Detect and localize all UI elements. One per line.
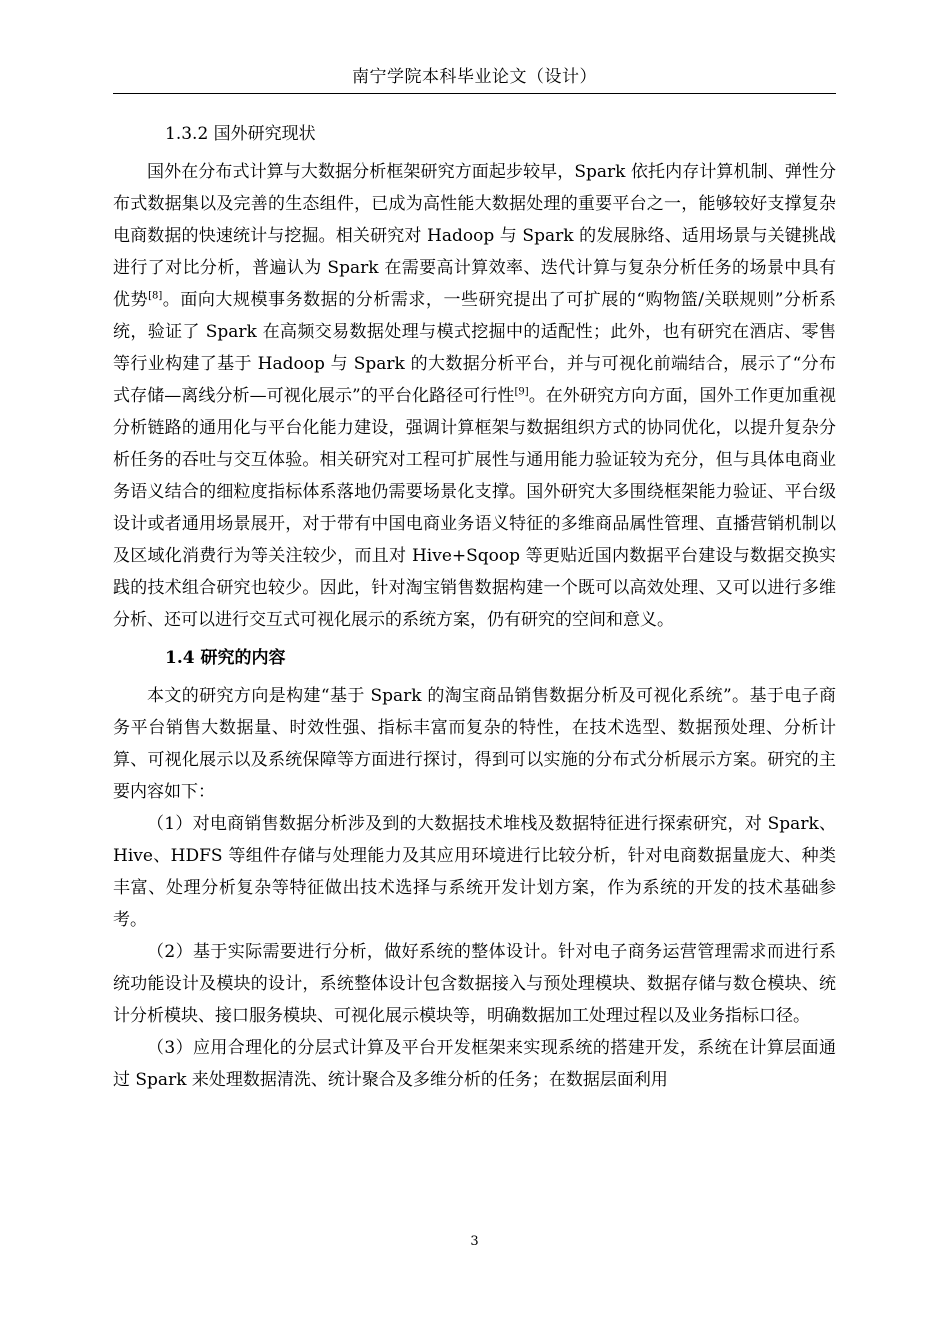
citation-ref: [8] xyxy=(148,290,163,302)
paragraph-research-intro: 本文的研究方向是构建“基于 Spark 的淘宝商品销售数据分析及可视化系统”。基于电子商务平台销售大数据量、时效性强、指标丰富而复杂的特性，在技术选型、数据预处理、分析计算、可视化展示以及系统保障等方面进行探讨，得到可以实施的分布式分析展示方案。研究的主要内容如下： xyxy=(113,686,836,802)
subsection-heading-1-3-2: 1.3.2 国外研究现状 xyxy=(165,124,316,144)
paragraph-foreign-research xyxy=(113,156,836,636)
section-heading-1-4: 1.4 研究的内容 xyxy=(165,648,286,668)
citation-ref: [9] xyxy=(514,386,529,398)
paragraph-text: 。在外研究方向方面，国外工作更加重视分析链路的通用化与平台化能力建设，强调计算框架与数据组织方式的协同优化，以提升复杂分析任务的吞吐与交互体验。相关研究对工程可扩展性与通用能力验证较为充分，但与具体电商业务语义结合的细粒度指标体系落地仍需要场景化支撑。国外研究大多围绕框架能力验证、平台级设计或者通用场景展开，对于带有中国电商业务语义特征的多维商品属性管理、直播营销机制以及区域化消费行为等关注较少，而且对 Hive+Sqoop 等更贴近国内数据平台建设与数据交换实践的技术组合研究也较少。因此，针对淘宝销售数据构建一个既可以高效处理、又可以进行多维分析、还可以进行交互式可视化展示的系统方案，仍有研究的空间和意义。 xyxy=(113,386,836,630)
page-number: 3 xyxy=(470,1234,479,1249)
header-rule xyxy=(113,93,836,94)
list-item: （1）对电商销售数据分析涉及到的大数据技术堆栈及数据特征进行探索研究，对 Spark、Hive、HDFS 等组件存储与处理能力及其应用环境进行比较分析，针对电商数据量庞大、种类丰富、处理分析复杂等特征做出技术选择与系统开发计划方案，作为系统的开发的技术基础参考。 xyxy=(113,814,836,930)
list-item: （2）基于实际需要进行分析，做好系统的整体设计。针对电子商务运营管理需求而进行系统功能设计及模块的设计，系统整体设计包含数据接入与预处理模块、数据存储与数仓模块、统计分析模块、接口服务模块、可视化展示模块等，明确数据加工处理过程以及业务指标口径。 xyxy=(113,942,836,1026)
page-content xyxy=(113,118,836,1096)
page-header-title: 南宁学院本科毕业论文（设计） xyxy=(352,67,597,87)
list-item: （3）应用合理化的分层式计算及平台开发框架来实现系统的搭建开发，系统在计算层面通过 Spark 来处理数据清洗、统计聚合及多维分析的任务；在数据层面利用 xyxy=(113,1038,836,1090)
paragraph-text: 国外在分布式计算与大数据分析框架研究方面起步较早，Spark 依托内存计算机制、弹性分布式数据集以及完善的生态组件，已成为高性能大数据处理的重要平台之一，能够较好支撑复杂电商数据的快速统计与挖掘。相关研究对 Hadoop 与 Spark 的发展脉络、适用场景与关键挑战进行了对比分析，普遍认为 Spark 在需要高计算效率、迭代计算与复杂分析任务的场景中具有优势 xyxy=(113,162,836,310)
paragraph-text: 。面向大规模事务数据的分析需求，一些研究提出了可扩展的“购物篮/关联规则”分析系统，验证了 Spark 在高频交易数据处理与模式挖掘中的适配性；此外，也有研究在酒店、零售等行业构建了基于 Hadoop 与 Spark 的大数据分析平台，并与可视化前端结合，展示了“分布式存储—离线分析—可视化展示”的平台化路径可行性 xyxy=(113,290,837,406)
